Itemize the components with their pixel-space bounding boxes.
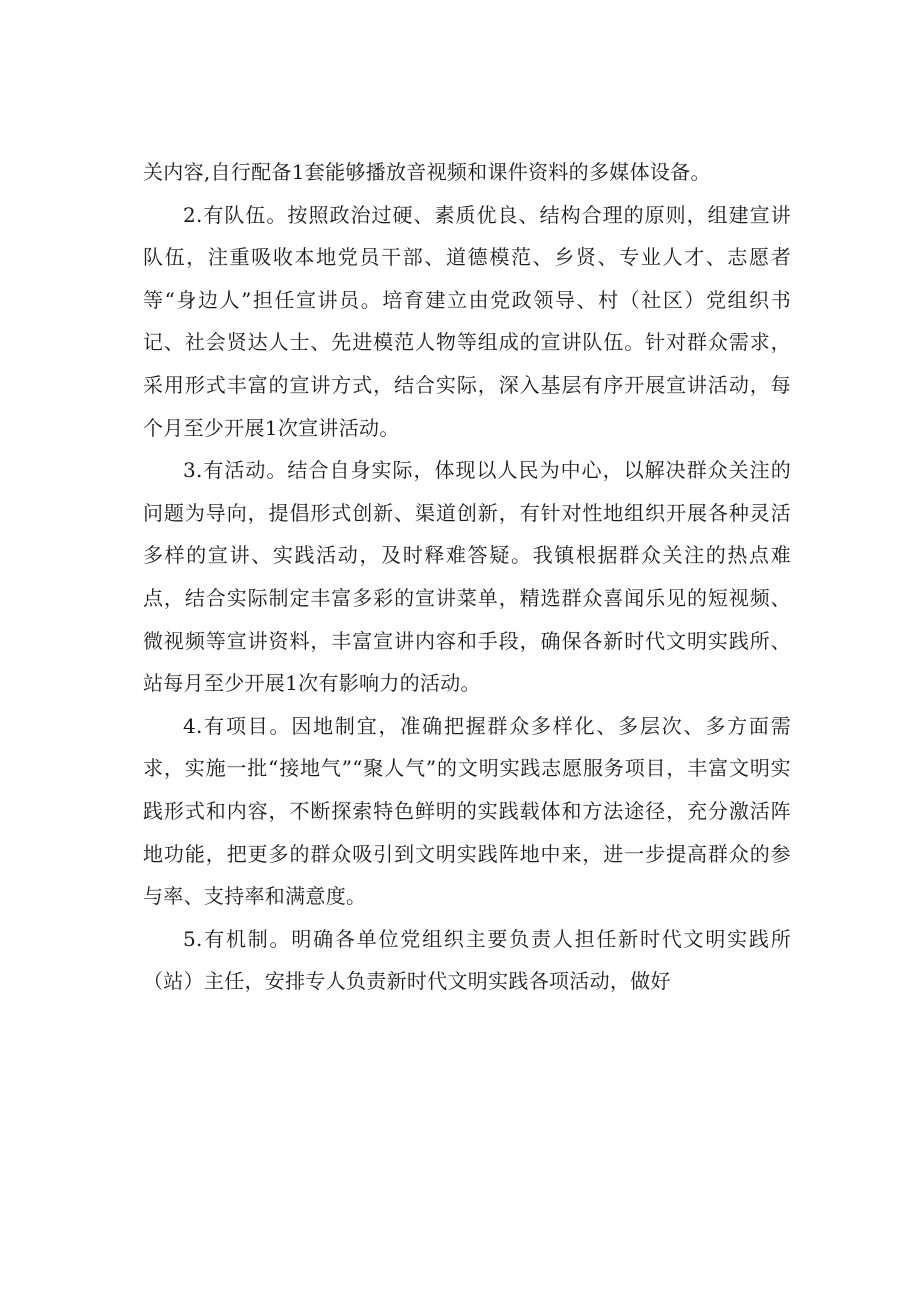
paragraph-mechanism: 5.有机制。明确各单位党组织主要负责人担任新时代文明实践所（站）主任，安排专人负责新时代文明实践各项活动，做好	[143, 926, 791, 994]
paragraph-activities: 3.有活动。结合自身实际，体现以人民为中心，以解决群众关注的问题为导向，提倡形式创新、渠道创新，有针对性地组织开展各种灵活多样的宣讲、实践活动，及时释难答疑。我镇根据群众关注的热点难点，结合实际制定丰富多彩的宣讲菜单，精选群众喜闻乐见的短视频、微视频等宣讲资料，丰富宣讲内容和手段，确保各新时代文明实践所、站每月至少开展1次有影响力的活动。	[143, 458, 791, 696]
paragraph-continuation: 关内容,自行配备1套能够播放音视频和课件资料的多媒体设备。	[143, 160, 711, 184]
paragraph-team: 2.有队伍。按照政治过硬、素质优良、结构合理的原则，组建宣讲队伍，注重吸收本地党员干部、道德模范、乡贤、专业人才、志愿者等“身边人”担任宣讲员。培育建立由党政领导、村（社区）党组织书记、社会贤达人士、先进模范人物等组成的宣讲队伍。针对群众需求，采用形式丰富的宣讲方式，结合实际，深入基层有序开展宣讲活动，每个月至少开展1次宣讲活动。	[143, 202, 791, 440]
document-body	[143, 151, 791, 1003]
paragraph-projects: 4.有项目。因地制宜，准确把握群众多样化、多层次、多方面需求，实施一批“接地气”“聚人气”的文明实践志愿服务项目，丰富文明实践形式和内容，不断探索特色鲜明的实践载体和方法途径，充分激活阵地功能，把更多的群众吸引到文明实践阵地中来，进一步提高群众的参与率、支持率和满意度。	[143, 713, 791, 909]
